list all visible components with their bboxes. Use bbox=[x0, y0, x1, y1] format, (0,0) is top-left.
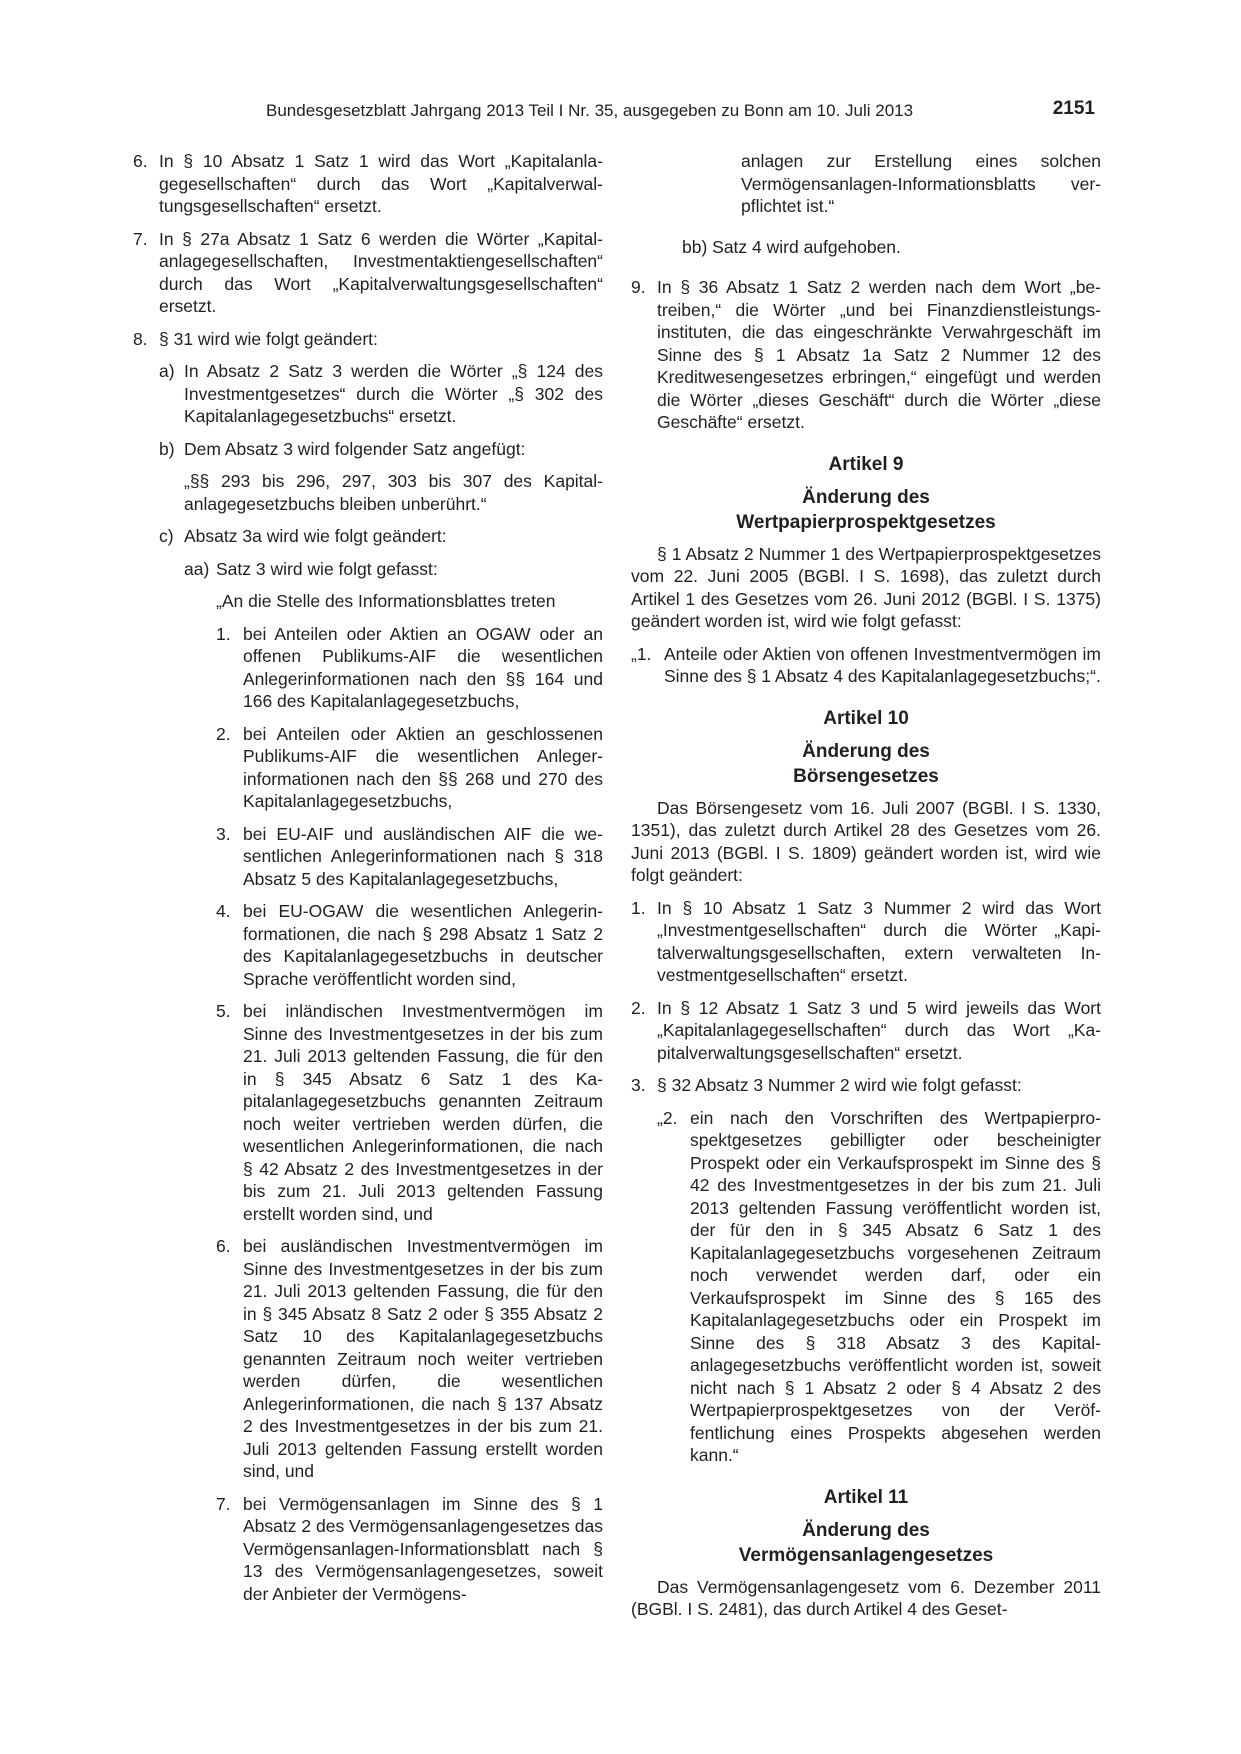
quoted-list-text: bei EU-OGAW die wesentlichen Anlegerinformationen, die nach § 298 Absatz 1 Satz 2 des Kapitalanlagegesetzbuchs in deutscher Sprache veröffentlicht worden sind, bbox=[243, 901, 603, 989]
quoted-list-text: bei ausländischen Investmentvermögen im Sinne des Investmentgesetzes in der bis zum 21. Juli 2013 geltenden Fassung, die für den in § 345 Absatz 8 Satz 2 oder § 355 Absatz 2 Satz 10 des Kapitalanlagegesetzbuchs genannten Zeitraum noch weiter vertrieben werden dürfen, die wesentlichen Anlegerinformationen, die nach § 137 Absatz 2 des Investmentgesetzes in der bis zum 21. Juli 2013 geltenden Fassung erstellt worden sind, und bbox=[243, 1236, 603, 1481]
item-number: 2. bbox=[631, 997, 646, 1018]
quoted-list-text: ein nach den Vorschriften des Wertpapierprospektgesetzes gebilligter oder bescheinigter Prospekt oder ein Verkaufsprospekt im Sinne des § 42 des Investmentgesetzes in der bis zum 21. Juli 2013 geltenden Fassung veröffentlicht worden ist, der für den in § 345 Absatz 6 Satz 1 des Kapitalanlagegesetzbuchs vorgesehenen Zeitraum noch verwendet werden darf, oder ein Verkaufsprospekt im Sinne des § 165 des Kapitalanlagegesetzbuchs oder ein Prospekt im Sinne des § 318 Absatz 3 des Kapitalanlagegesetzbuchs veröffentlicht worden ist, soweit nicht nach § 1 Absatz 2 oder § 4 Absatz 2 des Wertpapierprospektgesetzes von der Veröffentlichung eines Prospekts abgesehen werden kann.“ bbox=[690, 1107, 1101, 1465]
list-item bbox=[631, 997, 1101, 1065]
list-item bbox=[133, 328, 603, 351]
quoted-list-text: bei inländischen Investmentvermögen im Sinne des Investmentgesetzes in der bis zum 21. Juli 2013 geltenden Fassung, die für den in § 345 Absatz 6 Satz 1 des Kapitalanlagegesetzbuchs genannten Zeitraum noch weiter vertrieben werden dürfen, die wesentlichen Anlegerinformationen, die nach § 42 Absatz 2 des Investmentgesetzes in der bis zum 21. Juli 2013 geltenden Fassung erstellt worden sind, und bbox=[243, 1001, 603, 1224]
article-title: Änderung des bbox=[802, 1519, 930, 1541]
article-paragraph: Das Vermögensanlagengesetz vom 6. Dezember 2011 (BGBl. I S. 2481), das durch Artikel 4 des Geset- bbox=[631, 1576, 1101, 1619]
quoted-list-item bbox=[657, 1107, 1101, 1467]
article-title: Änderung des bbox=[802, 740, 930, 762]
item-number: 9. bbox=[631, 277, 646, 297]
sub-item bbox=[159, 525, 603, 548]
article-heading: Artikel 9 bbox=[828, 453, 904, 475]
quoted-list-number: 6. bbox=[216, 1236, 231, 1256]
quoted-list-item bbox=[216, 900, 603, 990]
article-paragraph: § 1 Absatz 2 Nummer 1 des Wertpapierprospektgesetzes vom 22. Juni 2005 (BGBl. I S. 1698), das zuletzt durch Artikel 1 des Gesetzes vom 26. Juni 2012 (BGBl. I S. 1375) geändert worden ist, wird wie folgt gefasst: bbox=[631, 543, 1101, 631]
quoted-list-item bbox=[216, 1493, 603, 1606]
item-text: In § 27a Absatz 1 Satz 6 werden die Wörter „Kapitalanlagegesellschaften, Investmentaktiengesellschaften“ durch das Wort „Kapitalverwaltungsgesellschaften“ ersetzt. bbox=[159, 228, 603, 316]
sub-item-text: Absatz 3a wird wie folgt geändert: bbox=[184, 526, 447, 546]
quoted-list-continuation: anlagen zur Erstellung eines solchen Vermögensanlagen-Informationsblatts verpflichtet ist.“ bbox=[741, 151, 1101, 216]
item-number: 6. bbox=[133, 151, 148, 171]
item-text: In § 12 Absatz 1 Satz 3 und 5 wird jeweils das Wort „Kapitalanlagegesellschaften“ durch das Wort „Kapitalverwaltungsgesellschaften“ ersetzt. bbox=[657, 997, 1101, 1063]
list-item bbox=[631, 276, 1101, 434]
item-text: In § 10 Absatz 1 Satz 3 Nummer 2 wird das Wort „Investmentgesellschaften“ durch die Wörter „Kapitalverwaltungsgesellschaften, extern verwalteten Investmentgesellschaften“ ersetzt. bbox=[657, 897, 1101, 985]
sub-item bbox=[159, 438, 603, 461]
item-number: 8. bbox=[133, 328, 148, 349]
item-text: In § 36 Absatz 1 Satz 2 werden nach dem Wort „betreiben,“ die Wörter „und bei Finanzdienstleistungsinstituten, die das eingeschränkte Verwahrgeschäft im Sinne des § 1 Absatz 1a Satz 2 Nummer 12 des Kreditwesengesetzes erbringen,“ eingefügt und werden die Wörter „dieses Geschäft“ durch die Wörter „diese Geschäfte“ ersetzt. bbox=[657, 277, 1101, 432]
quoted-list-number: 1. bbox=[216, 623, 231, 644]
quoted-list-number: 2. bbox=[216, 723, 231, 744]
quoted-list-item bbox=[216, 1235, 603, 1483]
sub-item-text: Dem Absatz 3 wird folgender Satz angefügt: bbox=[184, 438, 526, 459]
quoted-list-number: „1. bbox=[631, 643, 652, 664]
quoted-list-text: bei Anteilen oder Aktien an geschlossenen Publikums-AIF die wesentlichen Anlegerinformationen nach den §§ 268 und 270 des Kapitalanlagegesetzbuchs, bbox=[243, 723, 603, 811]
quoted-list-text: bei Anteilen oder Aktien an OGAW oder an offenen Publikums-AIF die wesentlichen Anlegerinformationen nach den §§ 164 und 166 des Kapitalanlagegesetzbuchs, bbox=[243, 623, 603, 711]
quoted-list-item bbox=[216, 623, 603, 713]
sub-item-letter: c) bbox=[159, 526, 174, 546]
quoted-list-text: Anteile oder Aktien von offenen Investmentvermögen im Sinne des § 1 Absatz 4 des Kapitalanlagegesetzbuchs;“. bbox=[664, 643, 1101, 686]
sub-item-letter: b) bbox=[159, 438, 175, 459]
article-paragraph: Das Börsengesetz vom 16. Juli 2007 (BGBl. I S. 1330, 1351), das zuletzt durch Artikel 28 des Gesetzes vom 26. Juni 2013 (BGBl. I S. 1809) geändert worden ist, wird wie folgt geändert: bbox=[631, 797, 1101, 885]
item-text: In § 10 Absatz 1 Satz 1 wird das Wort „Kapitalanlagegesellschaften“ durch das Wort „Kapitalverwaltungsgesellschaften“ ersetzt. bbox=[159, 151, 603, 216]
list-item bbox=[631, 1074, 1101, 1097]
quoted-sentence: „§§ 293 bis 296, 297, 303 bis 307 des Kapitalanlagegesetzbuchs bleiben unberührt.“ bbox=[184, 471, 603, 514]
quoted-list-number: 7. bbox=[216, 1493, 231, 1514]
list-item bbox=[631, 897, 1101, 987]
quoted-list-item bbox=[631, 643, 1101, 688]
sub-sub-item bbox=[184, 558, 603, 581]
list-item bbox=[133, 228, 603, 318]
quoted-list-number: 3. bbox=[216, 823, 231, 844]
sub-item-text: In Absatz 2 Satz 3 werden die Wörter „§ 124 des Investmentgesetzes“ durch die Wörter „§ 302 des Kapitalanlagegesetzbuchs“ ersetzt. bbox=[184, 361, 603, 426]
running-header: Bundesgesetzblatt Jahrgang 2013 Teil I Nr. 35, ausgegeben zu Bonn am 10. Juli 2013 bbox=[266, 101, 914, 120]
quoted-list-item bbox=[216, 723, 603, 813]
quoted-list-text: bei EU-AIF und ausländischen AIF die wesentlichen Anlegerinformationen nach § 318 Absatz 5 des Kapitalanlagegesetzbuchs, bbox=[243, 823, 603, 889]
quoted-list-item bbox=[216, 823, 603, 891]
article-heading: Artikel 10 bbox=[823, 707, 909, 729]
item-number: 3. bbox=[631, 1075, 646, 1095]
quoted-list-number: 4. bbox=[216, 901, 231, 921]
quoted-list-text: bei Vermögensanlagen im Sinne des § 1 Absatz 2 des Vermögensanlagengesetzes das Vermögensanlagen-Informationsblatt nach § 13 des Vermögensanlagengesetzes, soweit der Anbieter der Vermögens- bbox=[243, 1493, 603, 1604]
article-title: Vermögensanlagengesetzes bbox=[738, 1544, 994, 1566]
sub-item-letter: a) bbox=[159, 361, 175, 381]
sub-sub-item-label: aa) bbox=[184, 558, 210, 579]
article-title: Börsengesetzes bbox=[793, 765, 939, 787]
quoted-intro: „An die Stelle des Informationsblattes treten bbox=[216, 591, 556, 611]
page-number: 2151 bbox=[1052, 98, 1095, 119]
sub-sub-item-text: Satz 3 wird wie folgt gefasst: bbox=[216, 558, 438, 579]
item-number: 1. bbox=[631, 897, 646, 918]
quoted-list-item bbox=[216, 1000, 603, 1225]
left-column bbox=[133, 150, 603, 1615]
sub-item bbox=[159, 360, 603, 428]
article-title: Wertpapierprospektgesetzes bbox=[736, 511, 996, 533]
list-item bbox=[133, 150, 603, 218]
right-column bbox=[631, 150, 1101, 1631]
quoted-list-number: 5. bbox=[216, 1001, 231, 1021]
item-text: § 32 Absatz 3 Nummer 2 wird wie folgt gefasst: bbox=[657, 1075, 1022, 1095]
quoted-list-number: „2. bbox=[657, 1107, 678, 1128]
item-number: 7. bbox=[133, 228, 148, 249]
article-title: Änderung des bbox=[802, 486, 930, 508]
item-text: § 31 wird wie folgt geändert: bbox=[159, 328, 378, 349]
sub-sub-item: bb) Satz 4 wird aufgehoben. bbox=[682, 236, 901, 257]
article-heading: Artikel 11 bbox=[823, 1486, 909, 1508]
